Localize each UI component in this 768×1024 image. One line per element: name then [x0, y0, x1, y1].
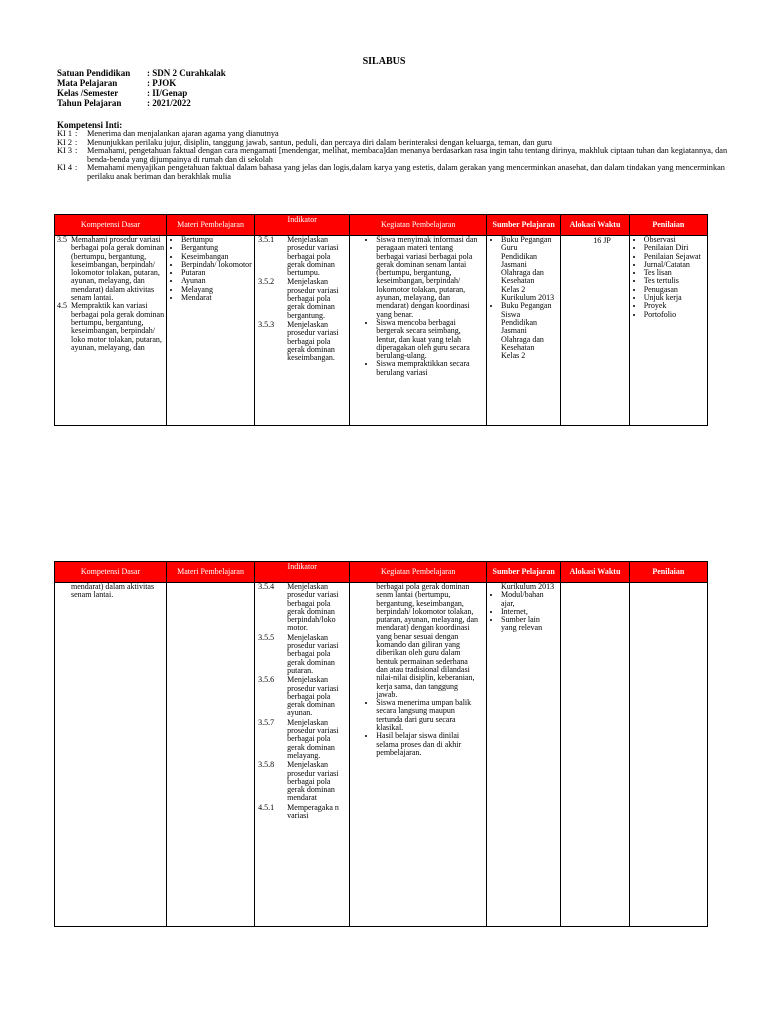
- sumber-cell: [487, 236, 561, 425]
- kd-item: 4.5 Mempraktik kan variasi berbagai pola gerak dominan bertumpu, bergantung, keseimbangan, berpindah/ loko motor tolakan, putaran, ayunan, melayang, dan: [57, 301, 165, 352]
- header-alokasi: Alokasi Waktu: [561, 215, 629, 235]
- indikator-item: 3.5.7 Menjelaskan prosedur variasi berbagai pola gerak dominan melayang.: [258, 717, 339, 760]
- list-item: • Putaran: [181, 269, 254, 277]
- list-item: • Proyek: [644, 302, 707, 310]
- list-item: • Bertumpu: [181, 236, 254, 244]
- alokasi-value: 16 JP: [593, 236, 611, 245]
- indikator-item: 3.5.5 Menjelaskan prosedur variasi berbagai pola gerak dominan putaran.: [258, 632, 339, 675]
- header-penilaian: Penilaian: [652, 567, 685, 576]
- list-item: • Jurnal/Catatan: [644, 261, 707, 269]
- ki-item: KI 1 : Menerima dan menjalankan ajaran agama yang dianutnya: [57, 129, 279, 138]
- list-item: • Berpindah/ lokomotor: [181, 261, 254, 269]
- table-header: [55, 215, 707, 235]
- sumber-continued: Kurikulum 2013: [501, 583, 555, 591]
- list-item: • Bergantung: [181, 244, 254, 252]
- syllabus-table-1: [54, 214, 708, 426]
- kegiatan-cell: [350, 236, 487, 425]
- indikator-item: 3.5.1 Menjelaskan prosedur variasi berbagai pola gerak dominan bertumpu.: [258, 236, 339, 278]
- indikator-cell: [255, 583, 350, 926]
- ki-item: KI 2 : Menunjukkan perilaku jujur, disiplin, tanggung jawab, santun, peduli, dan percaya diri dalam berinteraksi dengan keluarga, teman, dan guru: [57, 137, 552, 147]
- table-header: [55, 562, 707, 582]
- indikator-item: 3.5.6 Menjelaskan prosedur variasi berbagai pola gerak dominan ayunan.: [258, 675, 339, 718]
- header-kegiatan: Kegiatan Pembelajaran: [350, 215, 487, 235]
- list-item: • Buku Pegangan Siswa Pendidikan Jasmani Olahraga dan Kesehatan Kelas 2: [501, 302, 554, 360]
- list-item: • Penilaian Diri: [644, 244, 707, 252]
- list-item: • Internet,: [501, 608, 556, 616]
- syllabus-table-2: [54, 561, 708, 927]
- ki-item: KI 3 : Memahami, pengetahuan faktual dengan cara mengamati [mendengar, melihat, membaca]dan menanya berdasarkan rasa ingin tahu tentang dirinya, makhluk ciptaan tuhan dan kegiatannya, dan benda-benda yang dijumpainya di rumah dan di sekolah: [57, 146, 728, 164]
- header-penilaian: Penilaian: [652, 220, 685, 229]
- list-item: • Siswa menerima umpan balik secara langsung maupun tertunda dari guru secara klasikal.: [376, 699, 480, 732]
- materi-cell: [167, 583, 255, 926]
- list-item: • Penilaian Sejawat: [644, 253, 707, 261]
- list-item: • Tes lisan: [644, 269, 707, 277]
- alokasi-cell: [561, 583, 629, 926]
- kd-cell: [55, 583, 167, 926]
- indikator-item: 3.5.3 Menjelaskan prosedur variasi berbagai pola gerak dominan keseimbangan.: [258, 319, 339, 363]
- penilaian-cell: [630, 236, 707, 425]
- meta-row: Mata Pelajaran : PJOK: [57, 78, 177, 88]
- sumber-cell: [487, 583, 561, 926]
- list-item: • Mendarat: [181, 294, 254, 302]
- list-item: • Observasi: [644, 236, 707, 244]
- header-indikator: Indikator: [255, 215, 350, 235]
- list-item: • Melayang: [181, 286, 254, 294]
- indikator-item: 4.5.1 Memperagaka n variasi: [258, 802, 339, 821]
- identity-block: [57, 68, 226, 108]
- kd-item: 3.5 Memahami prosedur variasi berbagai pola gerak dominan (bertumpu, bergantung, keseimbangan, berpindah/ lokomotor tolakan, putaran, ayunan, melayang, dan mendarat) dalam aktivitas senam lantai.: [57, 236, 165, 303]
- list-item: • Unjuk kerja: [644, 294, 707, 302]
- header-kompetensi-dasar: Kompetensi Dasar: [55, 215, 167, 235]
- meta-row: Satuan Pendidikan : SDN 2 Curahkalak: [57, 68, 226, 78]
- list-item: • Siswa menyimak informasi dan peragaan materi tentang berbagai variasi berbagai pola gerak dominan senam lantai (bertumpu, bergantung, keseimbangan, berpindah/ lokomotor tolakan, putaran, ayunan, melayang, dan mendarat) dengan koordinasi yang benar.: [376, 236, 480, 319]
- list-item: • Siswa mempraktikkan secara berulang variasi: [376, 360, 480, 377]
- list-item: • Penugasan: [644, 286, 707, 294]
- header-alokasi: Alokasi Waktu: [561, 562, 629, 582]
- kd-continued: mendarat) dalam aktivitas senam lantai.: [71, 583, 155, 600]
- ki-heading: Kompetensi Inti:: [57, 120, 123, 130]
- indikator-item: 3.5.4 Menjelaskan prosedur variasi berbagai pola gerak dominan berpindah/loko motor.: [258, 583, 339, 633]
- alokasi-cell: [561, 236, 629, 425]
- header-sumber: Sumber Pelajaran: [487, 562, 561, 582]
- document-title: SILABUS: [362, 56, 406, 67]
- list-item: • Buku Pegangan Guru Pendidikan Jasmani Olahraga dan Kesehatan Kelas 2 Kurikulum 2013: [501, 236, 554, 302]
- kegiatan-continued: berbagai pola gerak dominan senm lantai (bertumpu, bergantung, keseimbangan, berpindah/ lokomotor tolakan, putaran, ayunan, melayang, dan mendarat) dengan koordinasi yang benar sesuai dengan komando dan giliran yang diberikan oleh guru dalam bentuk permainan sederhana dan atau tradisional dilandasi nilai-nilai disiplin, keberanian, kerja sama, dan tanggung jawab.: [376, 583, 479, 699]
- list-item: • Modul/bahan ajar,: [501, 591, 556, 608]
- list-item: • Tes tertulis: [644, 277, 707, 285]
- header-sumber: Sumber Pelajaran: [487, 215, 561, 235]
- indikator-item: 3.5.8 Menjelaskan prosedur variasi berbagai pola gerak dominan mendarat: [258, 760, 339, 803]
- meta-row: Kelas /Semester : II/Genap: [57, 88, 188, 98]
- meta-row: Tahun Pelajaran : 2021/2022: [57, 98, 191, 108]
- materi-cell: [167, 236, 255, 425]
- indikator-item: 3.5.2 Menjelaskan prosedur variasi berbagai pola gerak dominan bergantung.: [258, 277, 339, 320]
- list-item: • Hasil belajar siswa dinilai selama proses dan di akhir pembelajaran.: [376, 732, 480, 757]
- header-kompetensi-dasar: Kompetensi Dasar: [55, 562, 167, 582]
- indikator-cell: [255, 236, 350, 425]
- table-row: [55, 582, 707, 926]
- list-item: • Sumber lain yang relevan: [501, 616, 556, 633]
- kd-cell: [55, 236, 167, 425]
- list-item: • Ayunan: [181, 277, 254, 285]
- kegiatan-cell: [350, 583, 487, 926]
- ki-list: [57, 130, 742, 182]
- ki-item: KI 4 : Memahami menyajikan pengetahuan faktual dalam bahasa yang jelas dan logis,dalam karya yang estetis, dalam gerakan yang mencerminkan anasehat, dan dalam tindakan yang mencerminkan perilaku anak beriman dan berakhlak mulia: [57, 163, 725, 181]
- list-item: • Siswa mencoba berbagai bergerak secara seimbang, lentur, dan kuat yang telah diperagakan oleh guru secara berulang-ulang.: [376, 319, 480, 360]
- header-indikator: Indikator: [255, 562, 350, 582]
- list-item: • Keseimbangan: [181, 253, 254, 261]
- penilaian-cell: [630, 583, 707, 926]
- header-materi: Materi Pembelajaran: [167, 215, 255, 235]
- table-row: [55, 235, 707, 425]
- header-kegiatan: Kegiatan Pembelajaran: [350, 562, 487, 582]
- list-item: • Portofolio: [644, 311, 707, 319]
- header-materi: Materi Pembelajaran: [167, 562, 255, 582]
